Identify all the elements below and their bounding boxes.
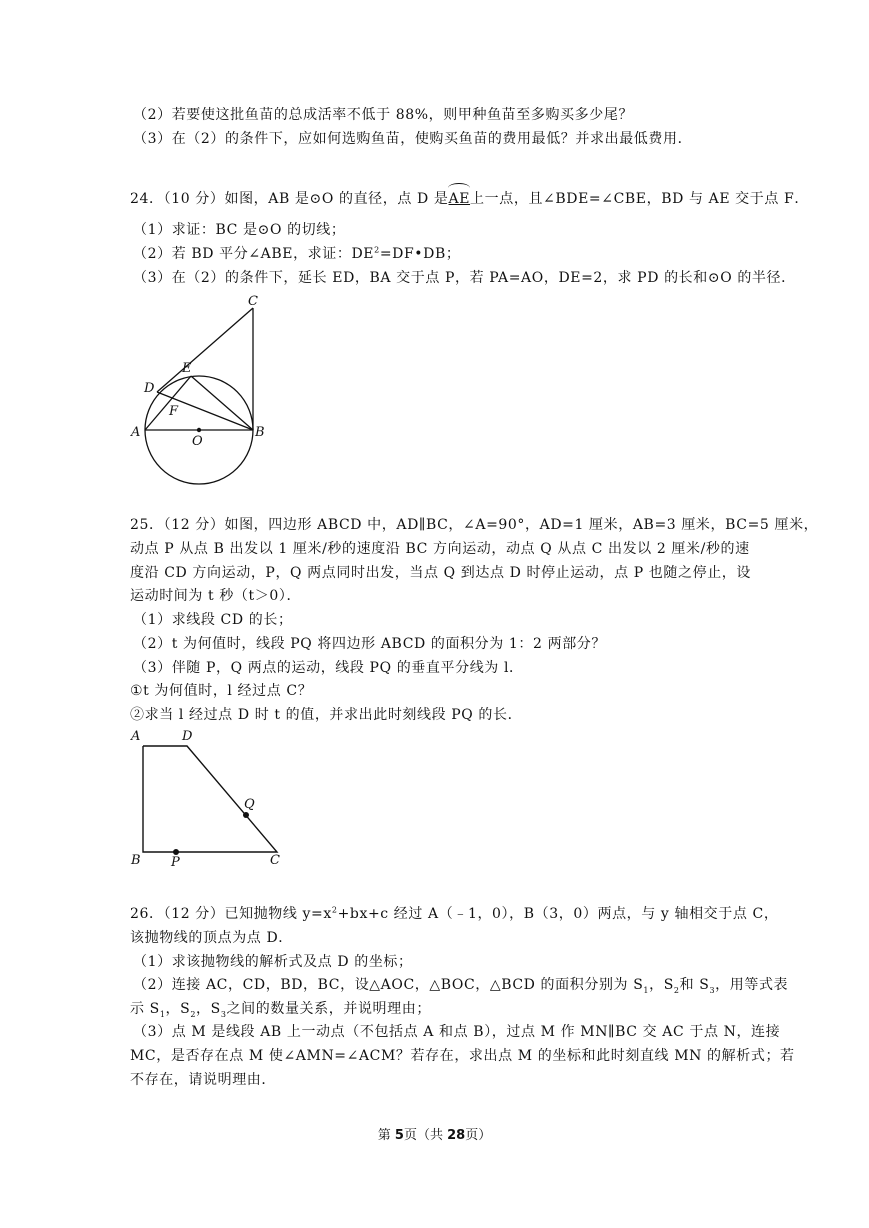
label-b: B bbox=[255, 425, 265, 440]
q26-part2-b: ，S bbox=[649, 977, 674, 993]
label-d: D bbox=[144, 381, 155, 396]
footer-post: 页） bbox=[465, 1128, 492, 1143]
q26-part2-line2-a: 示 S bbox=[130, 1001, 160, 1017]
q26-part3-line3: 不存在，请说明理由． bbox=[130, 1072, 276, 1088]
q25-part2: （2）t 为何值时，线段 PQ 将四边形 ABCD 的面积分为 1：2 两部分？ bbox=[133, 636, 606, 652]
q25-line4: 运动时间为 t 秒（t＞0）． bbox=[130, 588, 302, 604]
q26-part2-line2 bbox=[130, 999, 431, 1019]
q26-part2-a: （2）连接 AC，CD，BD，BC，设△AOC，△BOC，△BCD 的面积分别为 S bbox=[133, 977, 644, 993]
q26-part2-line2-c: ，S bbox=[196, 1001, 221, 1017]
q26-part2-c: 和 S bbox=[679, 977, 710, 993]
page-footer bbox=[0, 1124, 869, 1143]
label-f: F bbox=[169, 404, 179, 419]
q26-part2-sub2: 2 bbox=[673, 985, 680, 995]
q25-part1: （1）求线段 CD 的长； bbox=[133, 612, 293, 628]
q26-part3-line1: （3）点 M 是线段 AB 上一动点（不包括点 A 和点 B），过点 M 作 MN∥BC 交 AC 于点 N，连接 bbox=[133, 1024, 781, 1040]
q25-line3: 度沿 CD 方向运动，P，Q 两点同时出发，当点 Q 到达点 D 时停止运动，点 P 也随之停止，设 bbox=[130, 565, 752, 581]
q24-part3: （3）在（2）的条件下，延长 ED，BA 交于点 P，若 PA=AO，DE=2，求 PD 的长和⊙O 的半径． bbox=[133, 270, 796, 286]
q25-line1: 25．（12 分）如图，四边形 ABCD 中，AD∥BC，∠A=90°，AD=1 厘米，AB=3 厘米，BC=5 厘米， bbox=[130, 517, 819, 533]
q26-part2-line2-d: 之间的数量关系，并说明理由； bbox=[226, 1001, 431, 1017]
q26-part2-d: ，用等式表 bbox=[715, 977, 789, 993]
q24-part2 bbox=[133, 244, 460, 264]
q25-part3: （3）伴随 P，Q 两点的运动，线段 PQ 的垂直平分线为 l． bbox=[133, 660, 524, 676]
q26-part2-sub3: 3 bbox=[709, 985, 716, 995]
label-c: C bbox=[248, 294, 258, 309]
q24-arc-ae bbox=[449, 189, 471, 209]
q25-line2: 动点 P 从点 B 出发以 1 厘米/秒的速度沿 BC 方向运动，动点 Q 从点 C 出发以 2 厘米/秒的速 bbox=[130, 541, 750, 557]
q26-line1-sup: 2 bbox=[331, 905, 338, 915]
q24-figure bbox=[125, 288, 275, 488]
label-p: P bbox=[171, 855, 180, 870]
q23-part2: （2）若要使这批鱼苗的总成活率不低于 88%，则甲种鱼苗至多购买多少尾？ bbox=[133, 107, 634, 123]
label-q: Q bbox=[244, 797, 255, 812]
label-o: O bbox=[192, 434, 203, 449]
q26-line2: 该抛物线的顶点为点 D． bbox=[130, 930, 293, 946]
q24-heading bbox=[130, 189, 809, 209]
point-q-dot bbox=[243, 812, 249, 818]
q26-part2 bbox=[133, 975, 788, 995]
q26-part2-sub1: 1 bbox=[643, 985, 650, 995]
q26-part2-line2-b: ，S bbox=[165, 1001, 191, 1017]
label-a: A bbox=[131, 425, 141, 440]
q25-figure bbox=[125, 724, 290, 874]
label-a: A bbox=[131, 729, 141, 744]
q24-part2-b: =DF•DB； bbox=[379, 246, 461, 262]
q24-part2-a: （2）若 BD 平分∠ABE，求证：DE bbox=[133, 246, 375, 262]
q26-line1 bbox=[130, 904, 778, 924]
q25-sub1: ①t 为何值时，l 经过点 C？ bbox=[130, 683, 313, 699]
segment-cd bbox=[157, 308, 253, 392]
q24-arc-label: AE bbox=[448, 191, 471, 207]
footer-pre: 第 bbox=[377, 1128, 395, 1143]
q26-part2-line2-sub2: 2 bbox=[190, 1009, 197, 1019]
q26-part2-line2-sub1: 1 bbox=[159, 1009, 166, 1019]
label-c: C bbox=[270, 853, 280, 868]
label-e: E bbox=[182, 361, 192, 376]
label-d: D bbox=[182, 729, 193, 744]
q24-part1: （1）求证：BC 是⊙O 的切线； bbox=[133, 222, 346, 238]
label-b: B bbox=[131, 853, 141, 868]
footer-page-number: 5 bbox=[394, 1128, 404, 1143]
footer-mid: 页（共 bbox=[403, 1128, 448, 1143]
arc-mark-icon bbox=[448, 183, 470, 193]
segment-eb bbox=[191, 376, 253, 430]
q25-sub2: ②求当 l 经过点 D 时 t 的值，并求出此时刻线段 PQ 的长． bbox=[130, 707, 523, 723]
q24-heading-b: 上一点，且∠BDE=∠CBE，BD 与 AE 交于点 F． bbox=[470, 191, 809, 207]
q26-line1-a: 26．（12 分）已知抛物线 y=x bbox=[130, 906, 332, 922]
center-o-dot bbox=[197, 428, 201, 432]
q24-part2-sup: 2 bbox=[374, 245, 380, 255]
q26-part2-line2-sub3: 3 bbox=[220, 1009, 227, 1019]
q26-part1: （1）求该抛物线的解析式及点 D 的坐标； bbox=[133, 954, 413, 970]
trapezoid-abcd bbox=[143, 746, 277, 852]
q26-part3-line2: MC，是否存在点 M 使∠AMN=∠ACM？若存在，求出点 M 的坐标和此时刻直线 MN 的解析式；若 bbox=[130, 1048, 795, 1064]
q23-part3: （3）在（2）的条件下，应如何选购鱼苗，使购买鱼苗的费用最低？并求出最低费用． bbox=[133, 131, 693, 147]
q24-heading-a: 24．（10 分）如图，AB 是⊙O 的直径，点 D 是 bbox=[130, 191, 449, 207]
footer-page-total: 28 bbox=[447, 1128, 466, 1143]
q26-line1-b: +bx+c 经过 A（﹣1，0），B（3，0）两点，与 y 轴相交于点 C， bbox=[337, 906, 779, 922]
